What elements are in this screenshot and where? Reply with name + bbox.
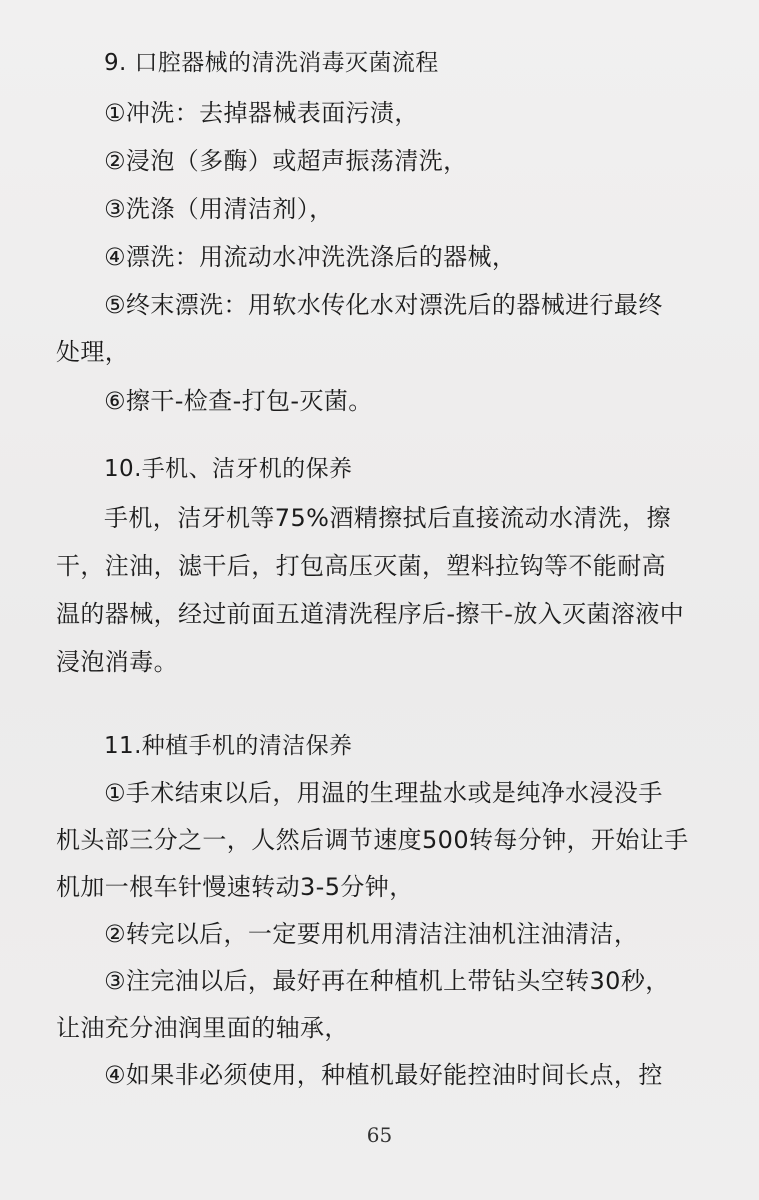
- section-9-step-3: ③洗涤（用清洁剂），: [104, 195, 334, 223]
- section-9-step-5: ⑤终末漂洗：用软水传化水对漂洗后的器械进行最终: [104, 291, 663, 319]
- section-9-step-6: ⑥擦干-检查-打包-灭菌。: [104, 387, 373, 415]
- section-9-step-1: ①冲洗：去掉器械表面污渍，: [104, 99, 419, 127]
- section-10-heading: 10.手机、洁牙机的保养: [104, 456, 353, 482]
- section-11-step-1: ①手术结束以后，用温的生理盐水或是纯净水浸没手: [104, 779, 663, 807]
- section-10-paragraph-line-4: 浸泡消毒。: [56, 648, 178, 676]
- page-number: 65: [366, 1123, 393, 1147]
- section-11-step-3-cont: 让油充分油润里面的轴承，: [56, 1014, 349, 1042]
- section-9-step-2: ②浸泡（多酶）或超声振荡清洗，: [104, 147, 468, 175]
- section-11-heading: 11.种植手机的清洁保养: [104, 733, 353, 759]
- section-11-step-3: ③注完油以后，最好再在种植机上带钻头空转30秒，: [104, 967, 670, 995]
- section-11-step-1-cont-1: 机头部三分之一，人然后调节速度500转每分钟，开始让手: [56, 826, 689, 854]
- section-11-step-2: ②转完以后，一定要用机用清洁注油机注油清洁，: [104, 920, 639, 948]
- section-9-step-4: ④漂洗：用流动水冲洗洗涤后的器械，: [104, 243, 517, 271]
- section-10-paragraph-line-1: 手机，洁牙机等75%酒精擦拭后直接流动水清洗，擦: [104, 504, 671, 532]
- section-10-paragraph-line-2: 干，注油，滤干后，打包高压灭菌，塑料拉钩等不能耐高: [56, 552, 666, 580]
- section-11-step-1-cont-2: 机加一根车针慢速转动3-5分钟，: [56, 873, 414, 901]
- section-11-step-4: ④如果非必须使用，种植机最好能控油时间长点，控: [104, 1061, 663, 1089]
- section-10-paragraph-line-3: 温的器械，经过前面五道清洗程序后-擦干-放入灭菌溶液中: [56, 600, 685, 628]
- section-9-step-5-cont: 处理，: [56, 338, 130, 366]
- section-9-heading: 9. 口腔器械的清洗消毒灭菌流程: [104, 50, 439, 76]
